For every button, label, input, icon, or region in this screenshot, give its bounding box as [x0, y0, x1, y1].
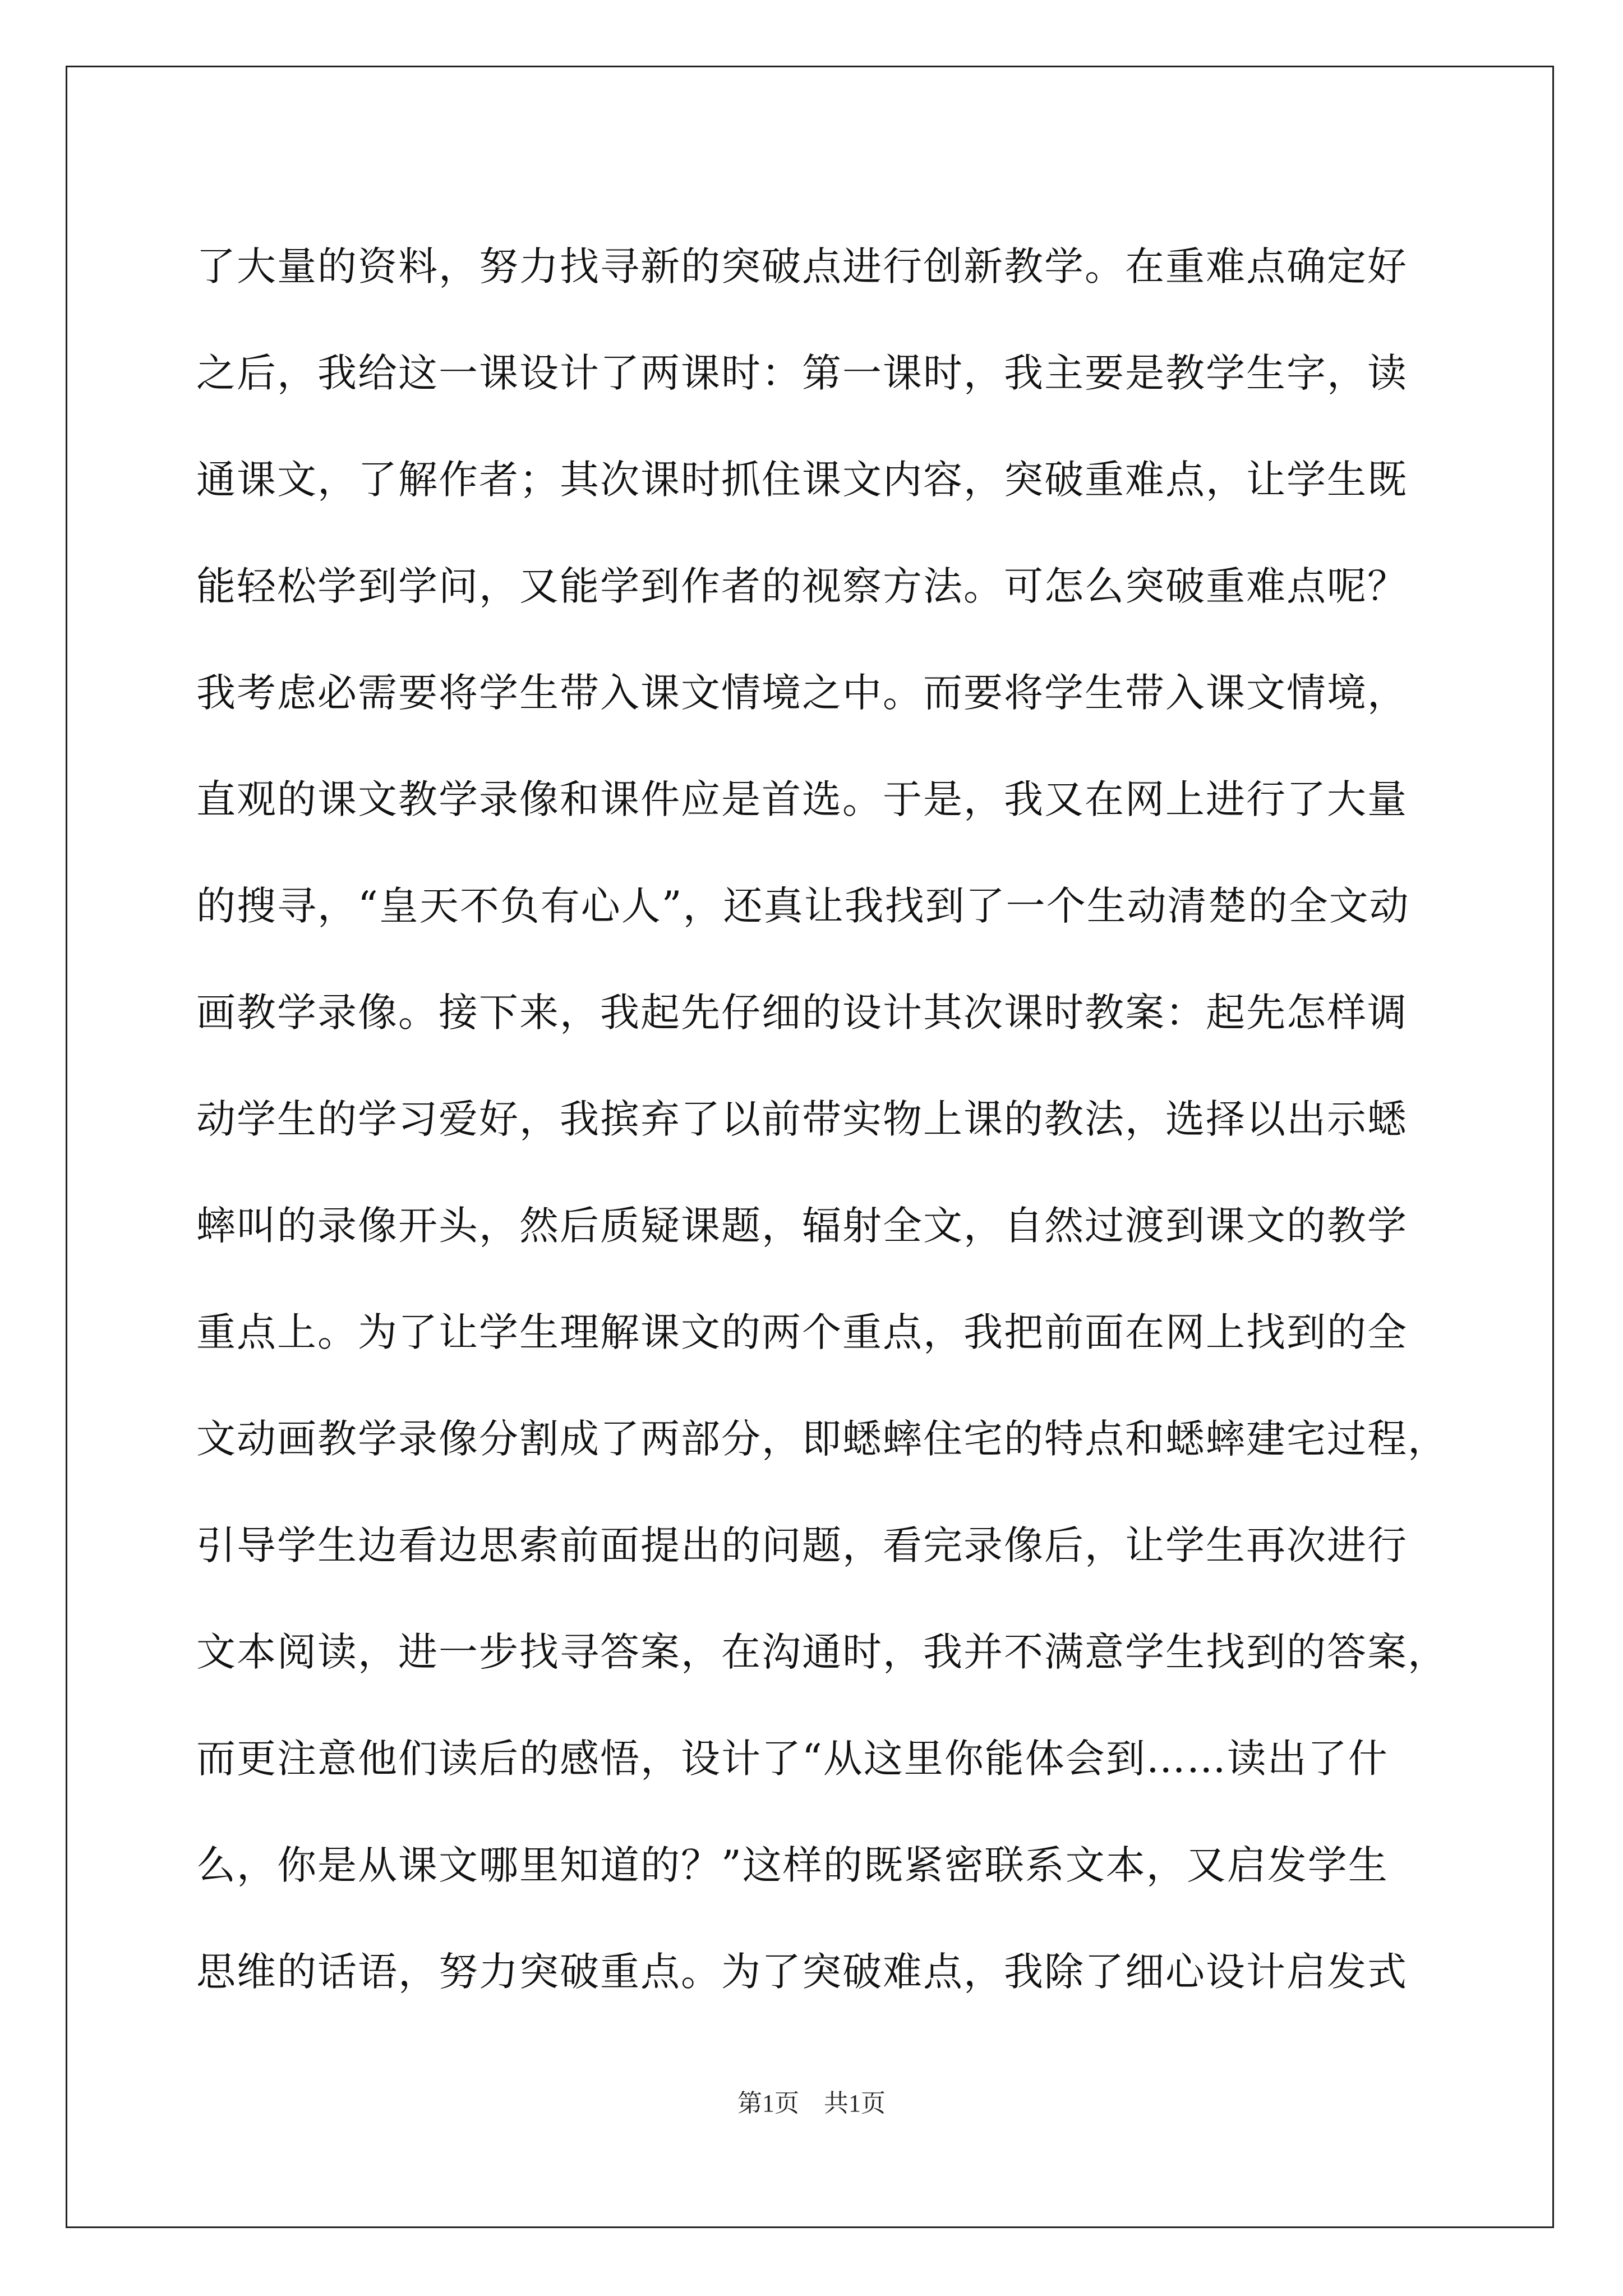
- text-line: 文本阅读，进一步找寻答案，在沟通时，我并不满意学生找到的答案，: [196, 1629, 1448, 1675]
- text-line: 重点上。为了让学生理解课文的两个重点，我把前面在网上找到的全: [196, 1309, 1408, 1355]
- text-line: 直观的课文教学录像和课件应是首选。于是，我又在网上进行了大量: [196, 776, 1408, 822]
- text-line: 的搜寻，“皇天不负有心人”，还真让我找到了一个生动清楚的全文动: [196, 883, 1410, 929]
- text-line: 能轻松学到学问，又能学到作者的视察方法。可怎么突破重难点呢？: [196, 563, 1408, 609]
- text-line: 么，你是从课文哪里知道的？”这样的既紧密联系文本，又启发学生: [196, 1842, 1389, 1888]
- text-line: 通课文，了解作者；其次课时抓住课文内容，突破重难点，让学生既: [196, 457, 1408, 503]
- text-line: 思维的话语，努力突破重点。为了突破难点，我除了细心设计启发式: [196, 1949, 1408, 1995]
- text-line: 动学生的学习爱好，我摈弃了以前带实物上课的教法，选择以出示蟋: [196, 1096, 1408, 1142]
- document-body: [196, 213, 1458, 2025]
- text-line: 而更注意他们读后的感悟，设计了“从这里你能体会到……读出了什: [196, 1736, 1389, 1782]
- text-line: 蟀叫的录像开头，然后质疑课题，辐射全文，自然过渡到课文的教学: [196, 1203, 1408, 1249]
- text-line: 我考虑必需要将学生带入课文情境之中。而要将学生带入课文情境，: [196, 670, 1408, 716]
- page-number: 第1页 共1页: [737, 2090, 886, 2117]
- text-line: 之后，我给这一课设计了两课时：第一课时，我主要是教学生字，读: [196, 350, 1408, 396]
- text-line: 画教学录像。接下来，我起先仔细的设计其次课时教案：起先怎样调: [196, 990, 1408, 1036]
- text-line: 了大量的资料，努力找寻新的突破点进行创新教学。在重难点确定好: [196, 243, 1408, 289]
- text-line: 引导学生边看边思索前面提出的问题，看完录像后，让学生再次进行: [196, 1522, 1408, 1568]
- text-line: 文动画教学录像分割成了两部分，即蟋蟀住宅的特点和蟋蟀建宅过程，: [196, 1416, 1448, 1462]
